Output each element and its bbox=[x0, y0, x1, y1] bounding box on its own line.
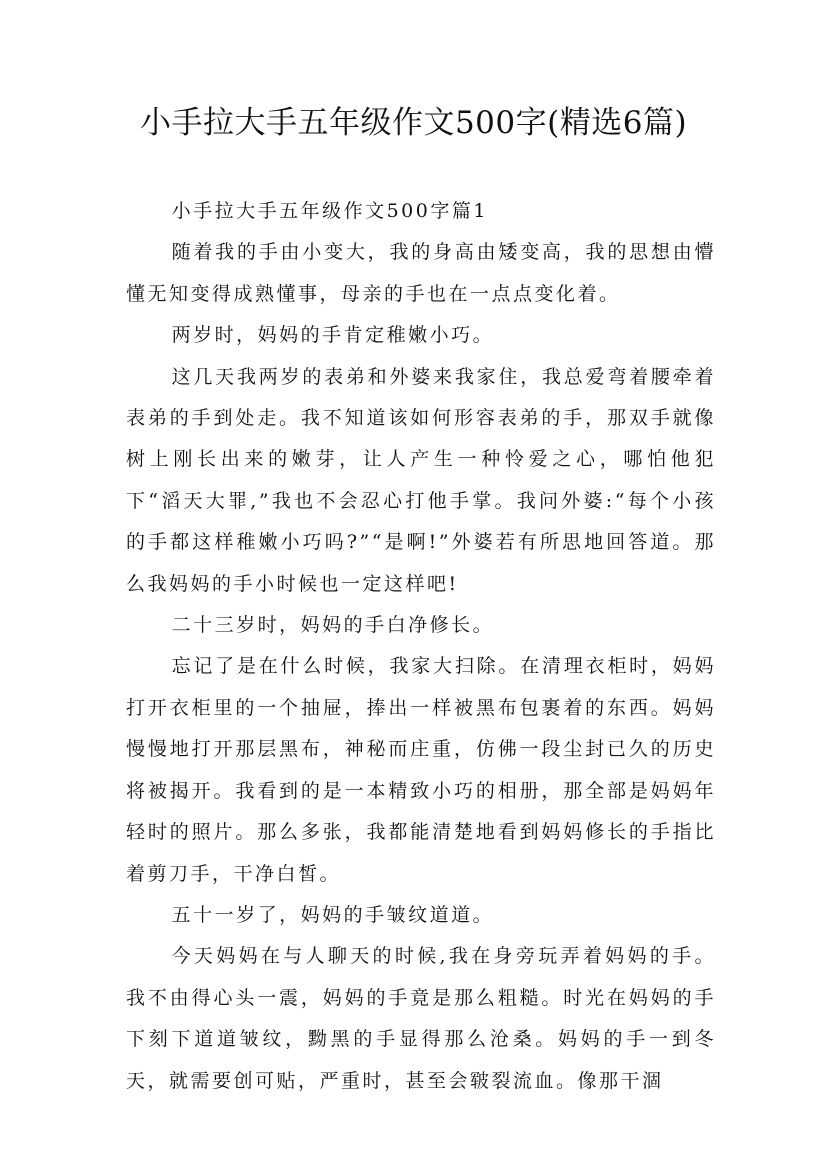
paragraph: 五十一岁了，妈妈的手皱纹道道。 bbox=[171, 903, 495, 926]
paragraph: 今天妈妈在与人聊天的时候,我在身旁玩弄着妈妈的手。我不由得心头一震，妈妈的手竟是那么粗糙。时光在妈妈的手下刻下道道皱纹，黝黑的手显得那么沧桑。妈妈的手一到冬天，就需要创可贴，严重时，甚至会皲裂流血。像那干涸 bbox=[126, 945, 716, 1092]
paragraph: 两岁时，妈妈的手肯定稚嫩小巧。 bbox=[171, 324, 495, 347]
paragraph: 忘记了是在什么时候，我家大扫除。在清理衣柜时，妈妈打开衣柜里的一个抽屉，捧出一样被黑布包裹着的东西。妈妈慢慢地打开那层黑布，神秘而庄重，仿佛一段尘封已久的历史将被揭开。我看到的是一本精致小巧的相册，那全部是妈妈年轻时的照片。那么多张，我都能清楚地看到妈妈修长的手指比着剪刀手，干净白皙。 bbox=[126, 655, 716, 885]
document-title: 小手拉大手五年级作文500字(精选6篇) bbox=[139, 105, 688, 141]
section-heading: 小手拉大手五年级作文500字篇1 bbox=[171, 200, 488, 222]
paragraph: 这几天我两岁的表弟和外婆来我家住，我总爱弯着腰牵着表弟的手到处走。我不知道该如何形容表弟的手，那双手就像树上刚长出来的嫩芽，让人产生一种怜爱之心，哪怕他犯下“滔天大罪,”我也不会忍心打他手掌。我问外婆:“每个小孩的手都这样稚嫩小巧吗?”“是啊!”外婆若有所思地回答道。那么我妈妈的手小时候也一定这样吧! bbox=[126, 365, 716, 595]
paragraph: 二十三岁时，妈妈的手白净修长。 bbox=[171, 614, 495, 637]
document-body bbox=[126, 191, 716, 1102]
paragraph: 随着我的手由小变大，我的身高由矮变高，我的思想由懵懂无知变得成熟懂事，母亲的手也在一点点变化着。 bbox=[126, 241, 716, 305]
